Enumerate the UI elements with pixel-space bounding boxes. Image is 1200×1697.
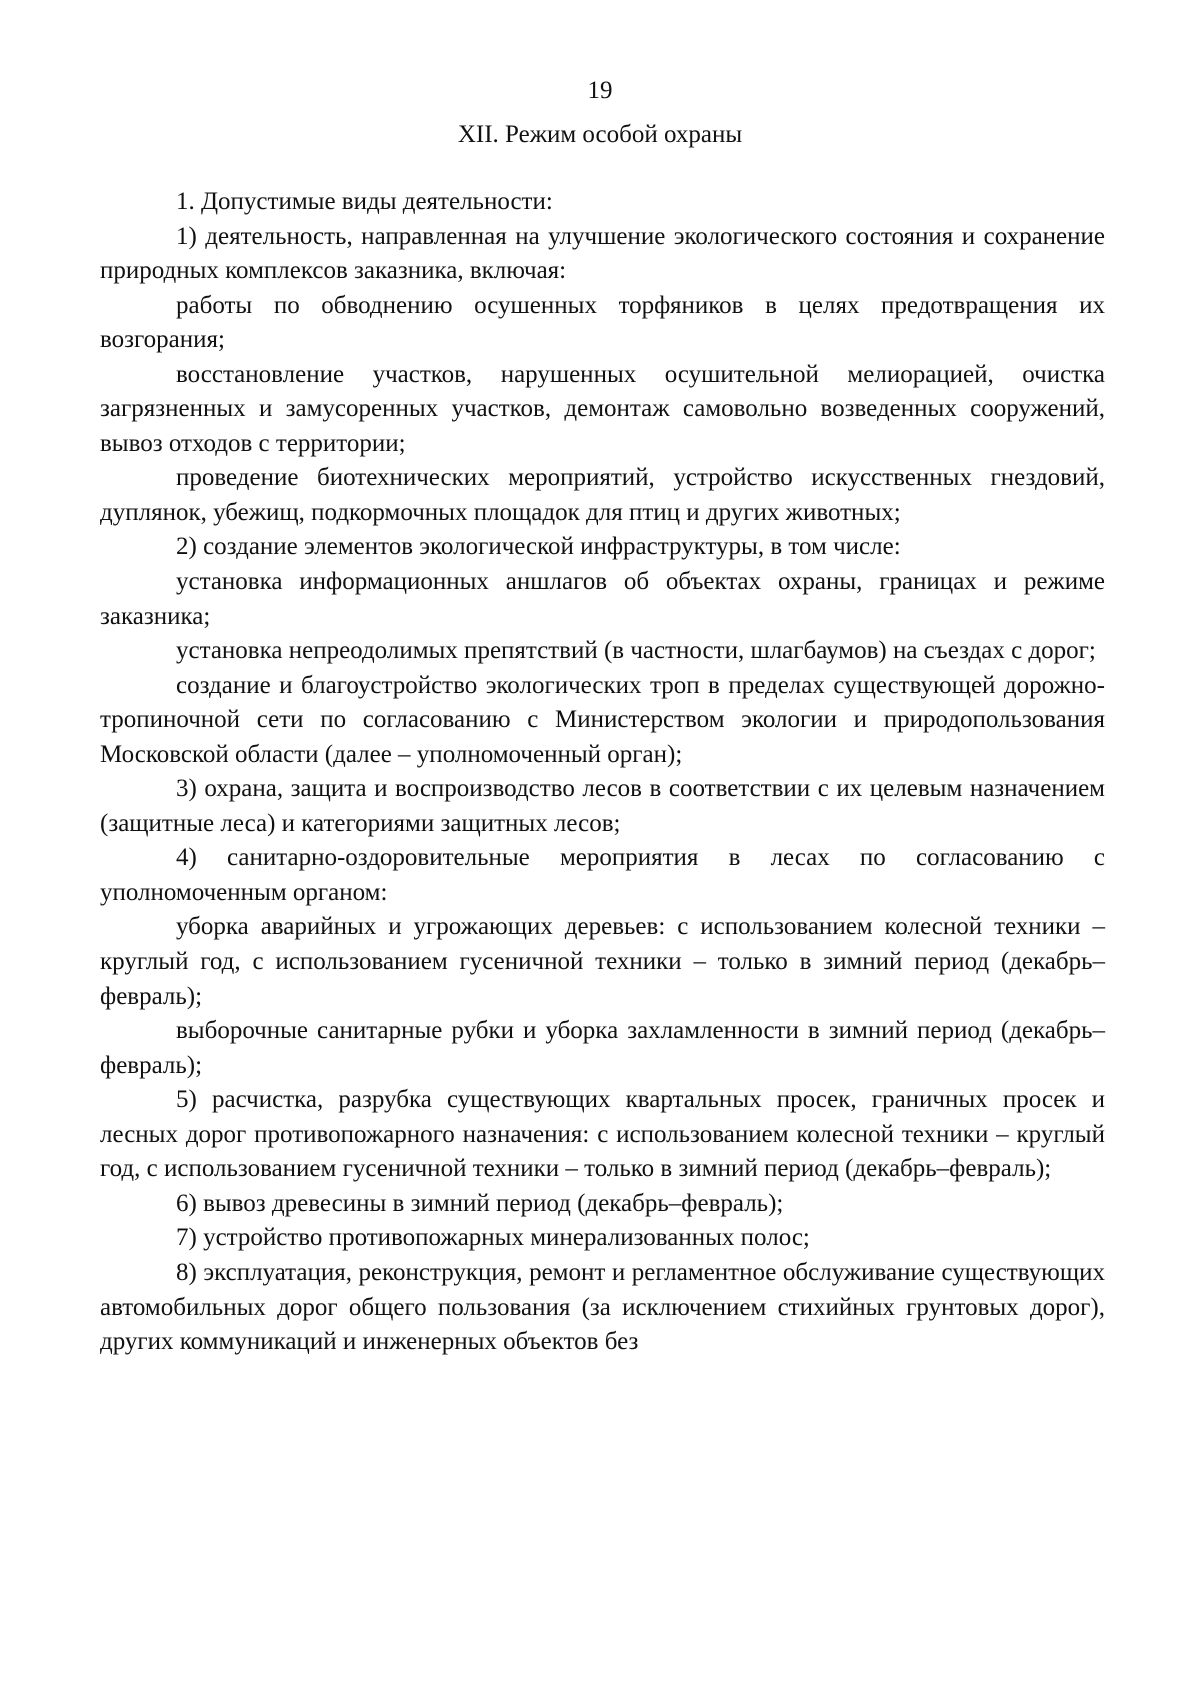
paragraph: 1) деятельность, направленная на улучшение экологического состояния и сохранение природных комплексов заказника, включая:	[100, 222, 1105, 285]
section-title: XII. Режим особой охраны	[457, 121, 743, 148]
paragraph: создание и благоустройство экологических троп в пределах существующей дорожно-тропиночной сети по согласованию с Министерством экологии и природопользования Московской области (далее – уполномоченный орган);	[100, 671, 1105, 768]
paragraph: 4) санитарно-оздоровительные мероприятия в лесах по согласованию с уполномоченным органом:	[100, 844, 1105, 906]
paragraph: восстановление участков, нарушенных осушительной мелиорацией, очистка загрязненных и замусоренных участков, демонтаж самовольно возведенных сооружений, вывоз отходов с территории;	[100, 360, 1105, 457]
document-body	[100, 185, 1105, 1360]
paragraph: уборка аварийных и угрожающих деревьев: с использованием колесной техники – круглый год, с использованием гусеничной техники – только в зимний период (декабрь–февраль);	[100, 913, 1105, 1010]
paragraph: проведение биотехнических мероприятий, устройство искусственных гнездовий, дуплянок, убежищ, подкормочных площадок для птиц и других животных;	[100, 464, 1105, 526]
page-number: 19	[587, 77, 613, 104]
paragraph: 1. Допустимые виды деятельности:	[176, 188, 553, 215]
paragraph: 5) расчистка, разрубка существующих квартальных просек, граничных просек и лесных дорог противопожарного назначения: с использованием колесной техники – круглый год, с использованием гусеничной техники – только в зимний период (декабрь–февраль);	[100, 1086, 1105, 1183]
paragraph: 3) охрана, защита и воспроизводство лесов в соответствии с их целевым назначением (защитные леса) и категориями защитных лесов;	[100, 775, 1105, 837]
paragraph: установка информационных аншлагов об объектах охраны, границах и режиме заказника;	[100, 568, 1105, 630]
paragraph: 2) создание элементов экологической инфраструктуры, в том числе:	[176, 533, 901, 561]
paragraph: 8) эксплуатация, реконструкция, ремонт и регламентное обслуживание существующих автомобильных дорог общего пользования (за исключением стихийных грунтовых дорог), других коммуникаций и инженерных объектов без	[100, 1258, 1105, 1356]
paragraph: работы по обводнению осушенных торфяников в целях предотвращения их возгорания;	[100, 291, 1105, 354]
paragraph: установка непреодолимых препятствий (в частности, шлагбаумов) на съездах с дорог;	[176, 637, 1096, 665]
paragraph: 6) вывоз древесины в зимний период (декабрь–февраль);	[176, 1189, 784, 1217]
paragraph: выборочные санитарные рубки и уборка захламленности в зимний период (декабрь–февраль);	[100, 1017, 1105, 1079]
paragraph: 7) устройство противопожарных минерализованных полос;	[176, 1224, 810, 1252]
